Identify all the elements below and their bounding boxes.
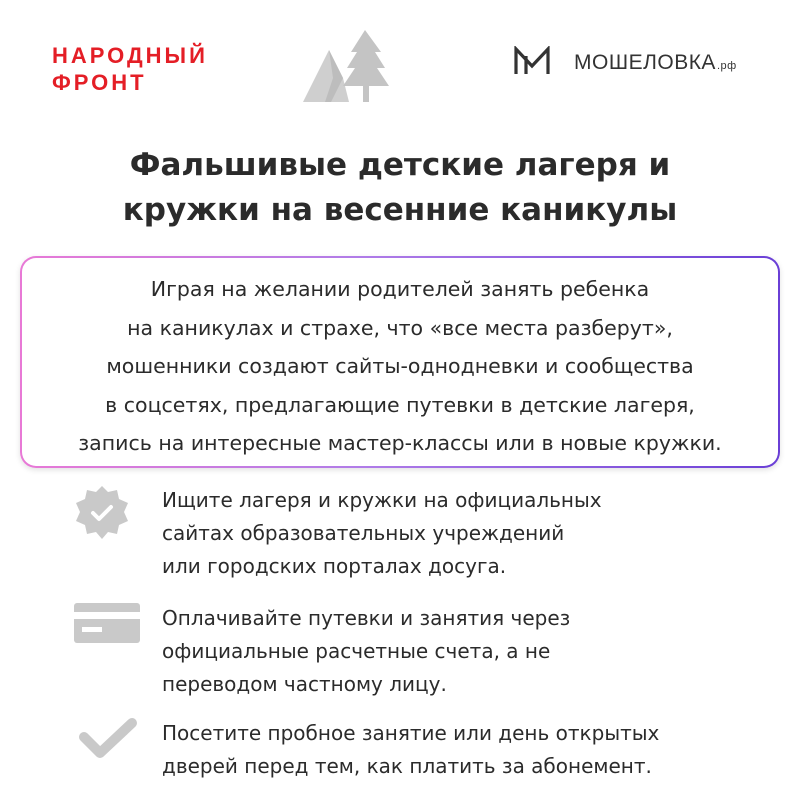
narodny-front-logo-line-1: НАРОДНЫЙ xyxy=(52,43,208,68)
tip-text xyxy=(162,717,659,783)
title-line: Фальшивые детские лагеря и xyxy=(129,147,671,183)
warning-box-inner xyxy=(22,258,778,466)
camp-tent-tree-icon xyxy=(303,30,391,104)
header xyxy=(0,0,800,120)
tip-text xyxy=(162,602,570,701)
page-title xyxy=(40,143,760,233)
checkmark-icon xyxy=(78,717,138,759)
tip-line: официальные расчетные счета, а не xyxy=(162,639,551,663)
narodny-front-logo-line-2: ФРОНТ xyxy=(52,70,147,95)
tip-line: сайтах образовательных учреждений xyxy=(162,521,565,545)
tip-line: дверей перед тем, как платить за абонемент. xyxy=(162,754,652,778)
moshelovka-name: МОШЕЛОВКА xyxy=(574,51,716,74)
moshelovka-domain: .рф xyxy=(716,60,737,72)
warning-line: на каникулах и страхе, что «все места разберут», xyxy=(127,315,673,340)
tip-line: переводом частному лицу. xyxy=(162,672,447,696)
narodny-front-logo xyxy=(52,42,208,96)
warning-line: в соцсетях, предлагающие путевки в детские лагеря, xyxy=(105,392,695,417)
moshelovka-wordmark xyxy=(574,51,737,75)
tip-text xyxy=(162,484,602,583)
tip-line: Посетите пробное занятие или день открытых xyxy=(162,721,660,745)
tip-line: Ищите лагеря и кружки на официальных xyxy=(162,488,602,512)
warning-line: Играя на желании родителей занять ребенка xyxy=(150,277,650,301)
tip-line: Оплачивайте путевки и занятия через xyxy=(162,606,571,630)
verified-badge-icon xyxy=(73,484,131,542)
tip-line: или городских порталах досуга. xyxy=(162,554,507,578)
warning-box xyxy=(20,256,780,468)
title-line: кружки на весенние каникулы xyxy=(122,192,678,228)
warning-line: мошенники создают сайты-однодневки и сообщества xyxy=(106,354,694,378)
warning-line: запись на интересные мастер-классы или в новые кружки. xyxy=(78,431,722,455)
credit-card-icon xyxy=(74,603,140,643)
moshelovka-m-icon xyxy=(514,46,550,78)
